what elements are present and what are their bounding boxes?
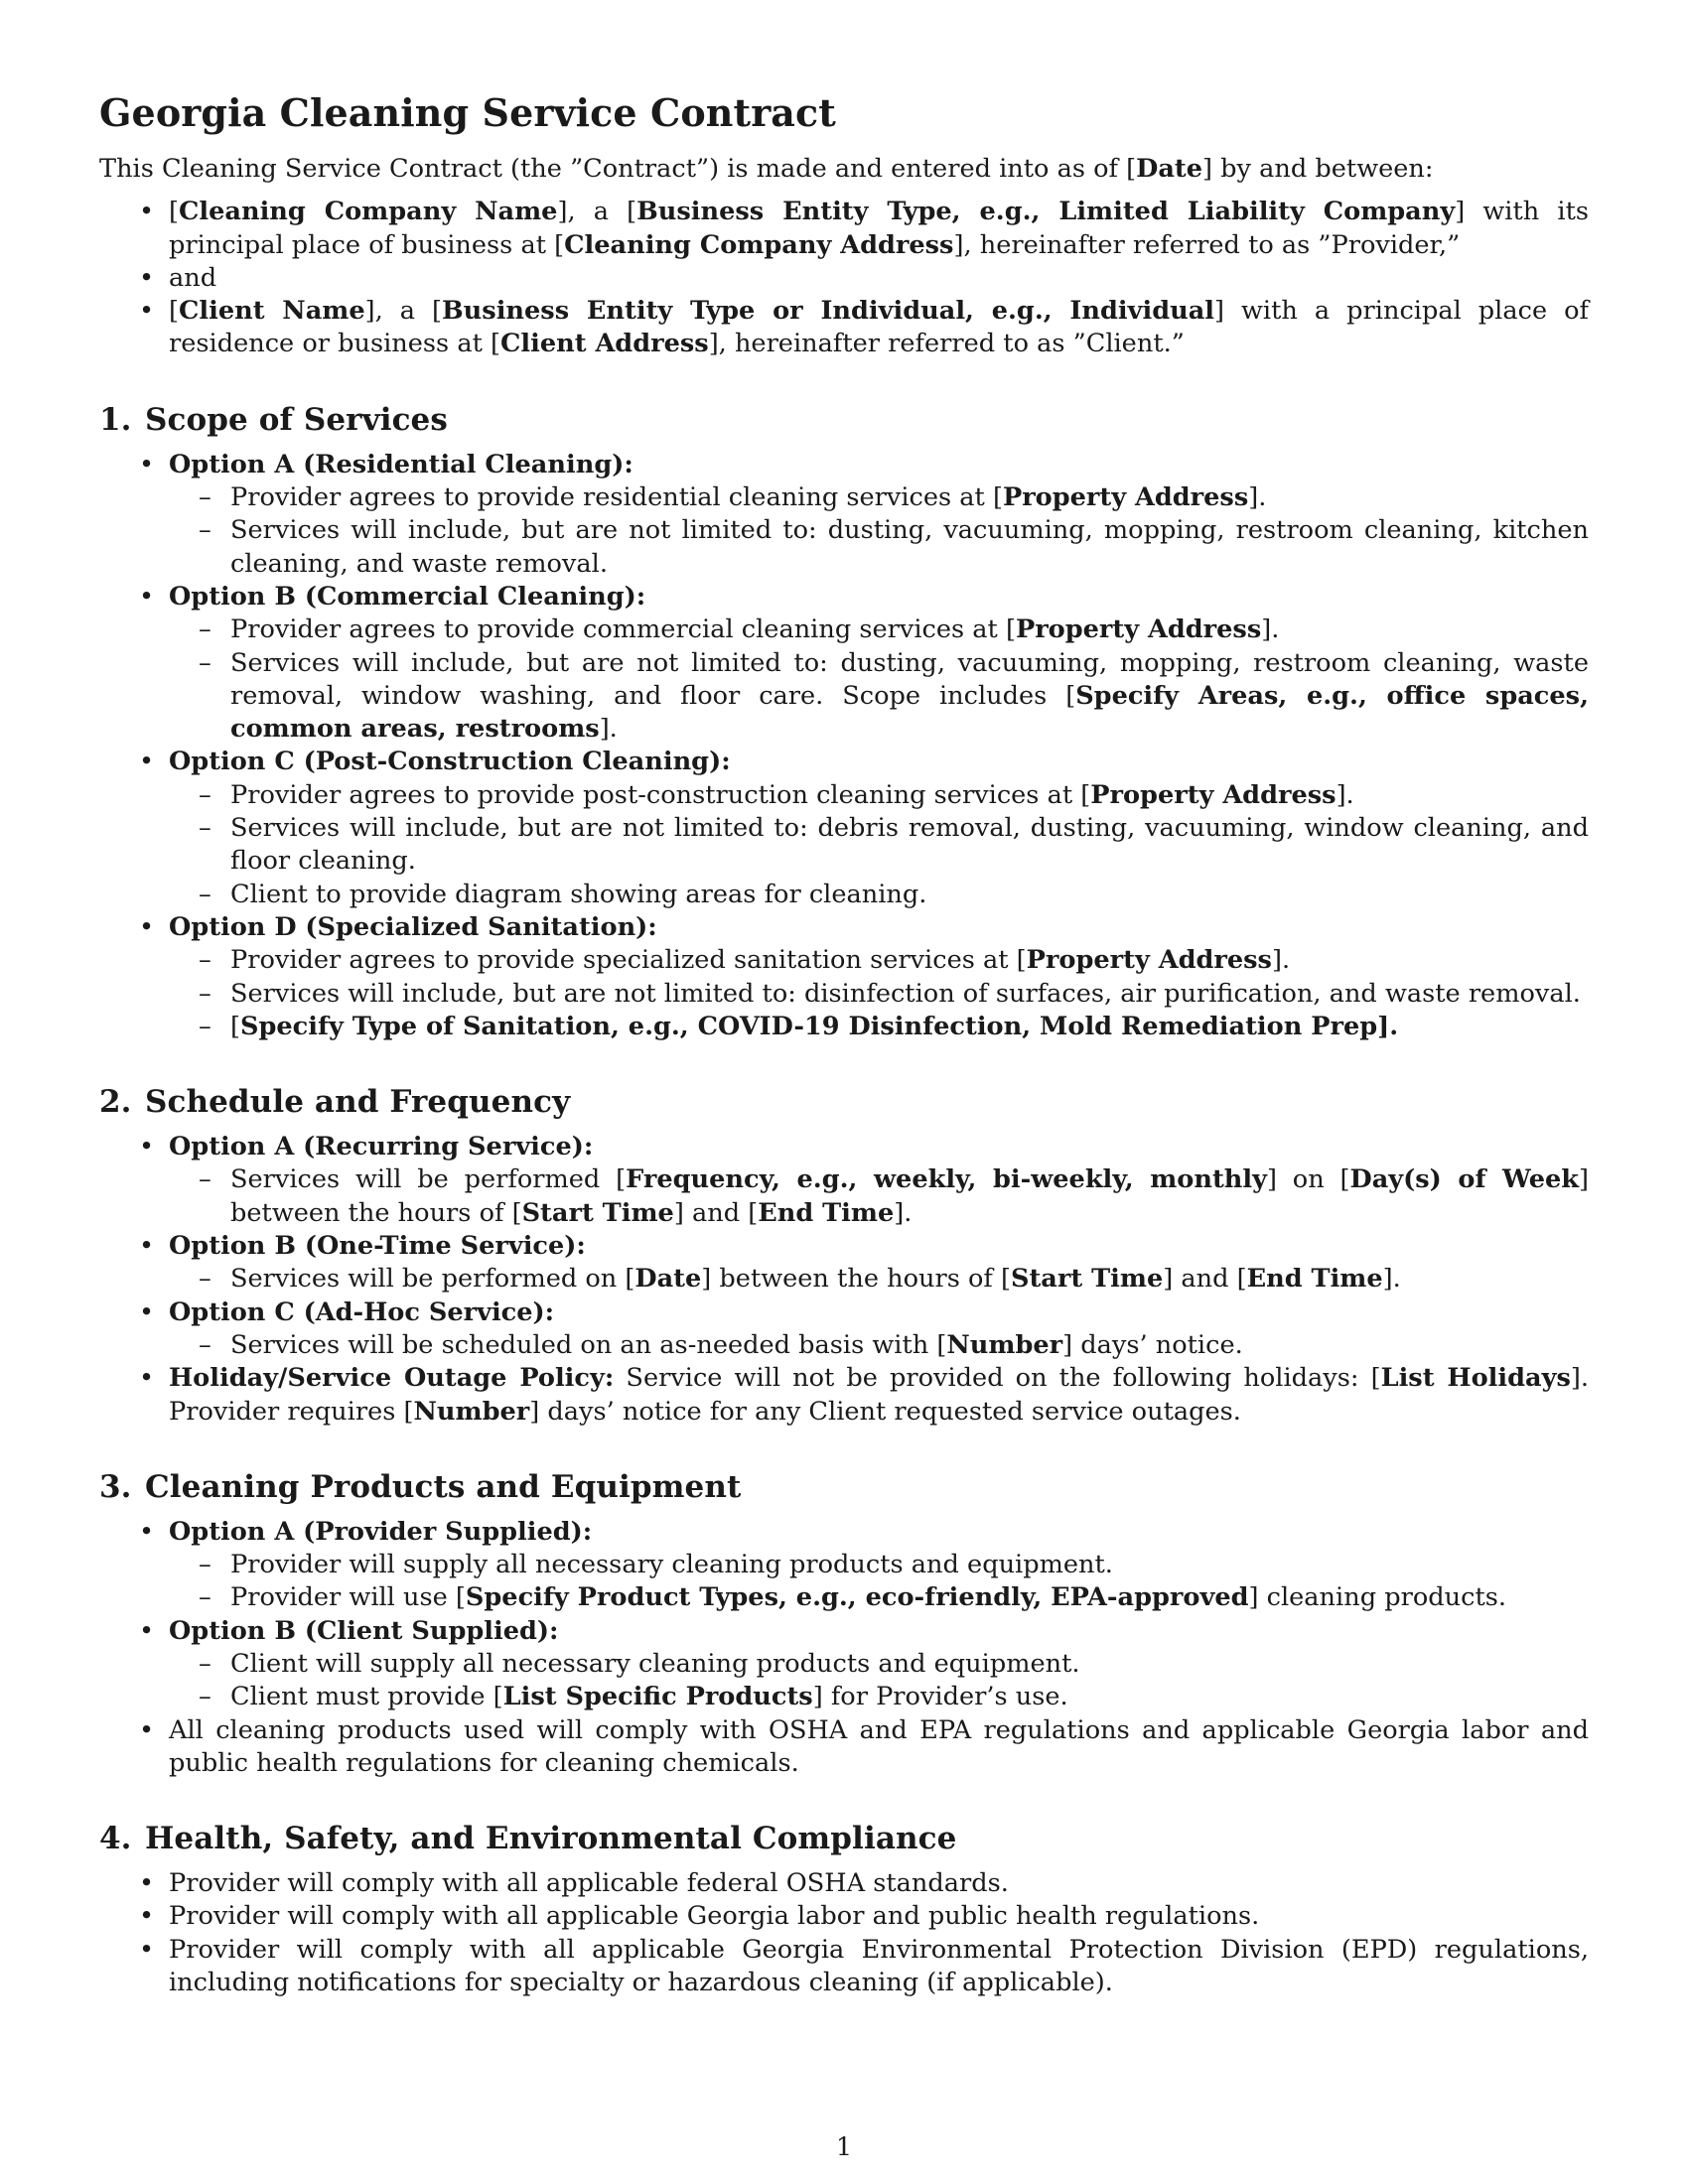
section-heading-schedule: 2. Schedule and Frequency: [99, 1084, 571, 1121]
party-provider: • [Cleaning Company Name], a [Business Entity Type, e.g., Limited Liability Company] with its principal place of business at [Cleaning Company Address], hereinafter referred to as ”Provider,”: [139, 197, 1589, 260]
parties-list: [99, 196, 1589, 360]
list-item: • Provider will comply with all applicable Georgia labor and public health regulations.: [139, 1901, 1260, 1932]
products-compliance: • All cleaning products used will comply with OSHA and EPA regulations and applicable Georgia labor and public health regulations for cleaning chemicals.: [139, 1714, 1589, 1778]
products-option-a: • Option A (Provider Supplied): – Provider will supply all necessary cleaning products and equipment. – Provider will use [Specify Product Types, e.g., eco-friendly, EPA-approved] cleaning products.: [99, 1516, 1589, 1615]
list-item: – Provider agrees to provide commercial cleaning services at [Property Address].: [199, 614, 1280, 645]
list-item: – Provider will use [Specify Product Types, e.g., eco-friendly, EPA-approved] cleaning products.: [199, 1582, 1506, 1613]
list-item: – Provider agrees to provide specialized sanitation services at [Property Address].: [199, 945, 1291, 976]
holiday-policy: • Holiday/Service Outage Policy: Service will not be provided on the following holidays: [List Holidays]. Provider requires [Number] days’ notice for any Client requested service outages.: [139, 1363, 1589, 1427]
document-title: Georgia Cleaning Service Contract: [99, 90, 836, 135]
schedule-option-a: • Option A (Recurring Service): – Services will be performed [Frequency, e.g., weekly, bi-weekly, monthly] on [Day(s) of Week] between the hours of [Start Time] and [End Time].: [99, 1131, 1589, 1230]
list-item: – Client to provide diagram showing areas for cleaning.: [199, 879, 927, 909]
products-option-b: • Option B (Client Supplied): – Client will supply all necessary cleaning products and equipment. – Client must provide [List Specific Products] for Provider’s use.: [99, 1615, 1589, 1714]
schedule-options-list: [99, 1131, 1589, 1429]
compliance-list: [99, 1867, 1589, 1999]
products-options-list: [99, 1516, 1589, 1780]
document-page: [99, 87, 1589, 1999]
list-item: – [Specify Type of Sanitation, e.g., COVID-19 Disinfection, Mold Remediation Prep].: [199, 1011, 1399, 1041]
list-item: – Services will be performed on [Date] between the hours of [Start Time] and [End Time].: [199, 1264, 1401, 1295]
intro-paragraph: This Cleaning Service Contract (the ”Contract”) is made and entered into as of [Date] by and between:: [99, 154, 1434, 184]
list-item: – Client must provide [List Specific Products] for Provider’s use.: [199, 1682, 1068, 1712]
list-item: – Services will include, but are not limited to: debris removal, dusting, vacuuming, window cleaning, and floor cleaning.: [199, 813, 1589, 877]
list-item: – Services will include, but are not limited to: disinfection of surfaces, air purification, and waste removal.: [199, 978, 1581, 1009]
list-item: – Provider agrees to provide residential cleaning services at [Property Address].: [199, 482, 1267, 513]
list-item: – Client will supply all necessary cleaning products and equipment.: [199, 1648, 1080, 1679]
list-item: – Provider will supply all necessary cleaning products and equipment.: [199, 1550, 1113, 1580]
list-item: • Provider will comply with all applicable federal OSHA standards.: [139, 1868, 1009, 1899]
list-item: – Provider agrees to provide post-construction cleaning services at [Property Address].: [199, 779, 1354, 810]
list-item: – Services will include, but are not limited to: dusting, vacuuming, mopping, restroom cleaning, kitchen cleaning, and waste removal.: [199, 515, 1589, 579]
schedule-option-b: • Option B (One-Time Service): – Services will be performed on [Date] between the hours of [Start Time] and [End Time].: [99, 1230, 1589, 1297]
scope-option-c: • Option C (Post-Construction Cleaning): – Provider agrees to provide post-construction cleaning services at [Property Address]. – Services will include, but are not limited to: debris removal, dusting, vacuuming, window cleaning, and floor cleaning. – Client to provide diagram showing areas for cleaning.: [99, 746, 1589, 910]
list-item: – Services will be scheduled on an as-needed basis with [Number] days’ notice.: [199, 1329, 1243, 1360]
list-item: – Services will be performed [Frequency, e.g., weekly, bi-weekly, monthly] on [Day(s) of Week] between the hours of [Start Time] and [End Time].: [199, 1164, 1589, 1228]
scope-option-d: • Option D (Specialized Sanitation): – Provider agrees to provide specialized sanitation services at [Property Address]. – Services will include, but are not limited to: disinfection of surfaces, air purification, and waste removal. – [Specify Type of Sanitation, e.g., COVID-19 Disinfection, Mold Remediation Prep].: [99, 911, 1589, 1043]
section-heading-compliance: 4. Health, Safety, and Environmental Compliance: [99, 1821, 957, 1857]
party-client: • [Client Name], a [Business Entity Type or Individual, e.g., Individual] with a principal place of residence or business at [Client Address], hereinafter referred to as ”Client.”: [139, 296, 1589, 359]
list-item: – Services will include, but are not limited to: dusting, vacuuming, mopping, restroom cleaning, waste removal, window washing, and floor care. Scope includes [Specify Areas, e.g., office spaces, common areas, restrooms].: [199, 647, 1589, 745]
schedule-option-c: • Option C (Ad-Hoc Service): – Services will be scheduled on an as-needed basis with [Number] days’ notice.: [99, 1297, 1589, 1363]
scope-options-list: [99, 449, 1589, 1043]
page-number: 1: [835, 2132, 853, 2162]
section-heading-scope: 1. Scope of Services: [99, 401, 448, 438]
list-item: • Provider will comply with all applicable Georgia Environmental Protection Division (EPD) regulations, including notifications for specialty or hazardous cleaning (if applicable).: [139, 1934, 1589, 1998]
party-and: • and: [139, 262, 217, 293]
scope-option-a: • Option A (Residential Cleaning): – Provider agrees to provide residential cleaning services at [Property Address]. – Services will include, but are not limited to: dusting, vacuuming, mopping, restroom cleaning, kitchen cleaning, and waste removal.: [99, 449, 1589, 581]
section-heading-products: 3. Cleaning Products and Equipment: [99, 1468, 742, 1505]
scope-option-b: • Option B (Commercial Cleaning): – Provider agrees to provide commercial cleaning services at [Property Address]. – Services will include, but are not limited to: dusting, vacuuming, mopping, restroom cleaning, waste removal, window washing, and floor care. Scope includes [Specify Areas, e.g., office spaces, common areas, restrooms].: [99, 581, 1589, 746]
